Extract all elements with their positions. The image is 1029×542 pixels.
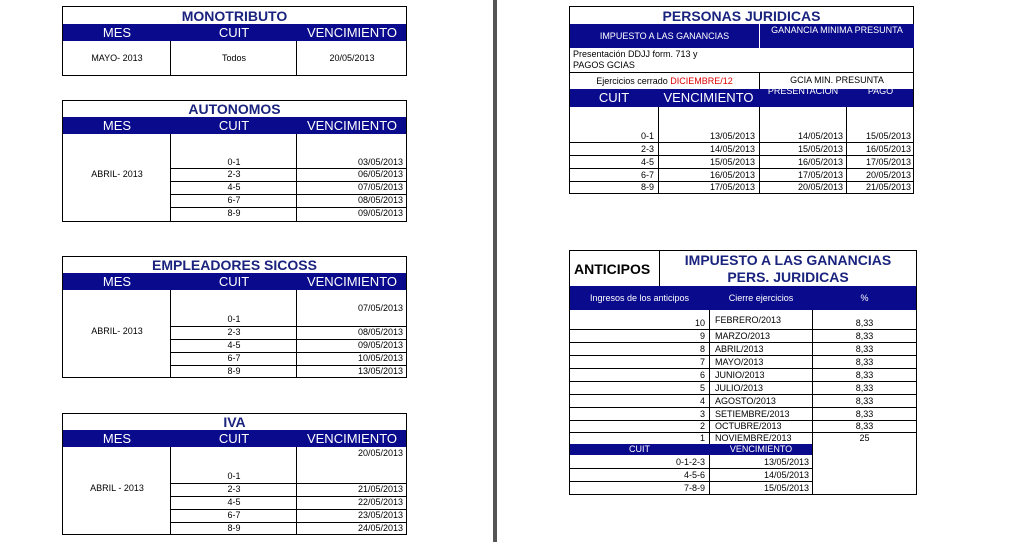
- table-row-cierre: NOVIEMBRE/2013: [715, 433, 792, 443]
- header-cierre: Cierre ejercicios: [728, 293, 794, 303]
- iva-mes: ABRIL - 2013: [90, 483, 144, 493]
- autonomos-mes: ABRIL- 2013: [91, 169, 143, 179]
- table-row-venc: 21/05/2013: [357, 484, 403, 494]
- table-row-pct: 8,33: [855, 331, 874, 341]
- table-row-cierre: OCTUBRE/2013: [715, 421, 782, 431]
- table-row-venc: 15/05/2013: [709, 157, 755, 167]
- table-row-cuit: 6-7: [227, 353, 241, 363]
- table-row-pct: 25: [859, 433, 870, 443]
- header-vencimiento: VENCIMIENTO: [306, 118, 398, 133]
- table-row-pago: 17/05/2013: [865, 157, 911, 167]
- table-row-cierre: MAYO/2013: [715, 357, 764, 367]
- gcia-min-label: GCIA MIN. PRESUNTA: [790, 75, 884, 85]
- table-row-cuit: 6-7: [227, 510, 241, 520]
- table-row-venc: 14/05/2013: [709, 144, 755, 154]
- table-row-venc: 16/05/2013: [709, 170, 755, 180]
- table-row-pago: 20/05/2013: [865, 170, 911, 180]
- table-row-pres: 17/05/2013: [797, 170, 843, 180]
- table-row-pct: 8,33: [855, 421, 874, 431]
- table-row-venc: 03/05/2013: [357, 157, 403, 167]
- table-row-pct: 8,33: [855, 357, 874, 367]
- monotributo-mes: MAYO- 2013: [91, 53, 143, 63]
- ejercicios-cerrado: [570, 76, 759, 87]
- table-row-cuit: 8-9: [640, 182, 654, 192]
- table-row-pres: 16/05/2013: [797, 157, 843, 167]
- autonomos-title: AUTONOMOS: [188, 101, 281, 117]
- table-row-cierre: FEBRERO/2013: [715, 315, 782, 325]
- sub-header-cuit: CUIT: [629, 444, 650, 454]
- table-row-venc: 24/05/2013: [357, 523, 403, 533]
- autonomos-table: [62, 100, 407, 222]
- monotributo-header: [63, 24, 406, 41]
- table-row-n: 2: [699, 421, 705, 431]
- table-row-n: 7: [699, 357, 705, 367]
- table-row-venc: 23/05/2013: [357, 510, 403, 520]
- table-row-cuit: 4-5: [227, 340, 241, 350]
- anticipos-title-line1: IMPUESTO A LAS GANANCIAS: [684, 252, 892, 268]
- table-row-pct: 8,33: [855, 409, 874, 419]
- anticipos-label: ANTICIPOS: [574, 261, 651, 277]
- header-mes: MES: [102, 431, 132, 446]
- table-row-venc: 07/05/2013: [357, 303, 403, 313]
- sicoss-title: EMPLEADORES SICOSS: [152, 257, 317, 273]
- table-row-pres: 15/05/2013: [797, 144, 843, 154]
- table-row-pago: 21/05/2013: [865, 182, 911, 192]
- iva-table: [62, 413, 407, 535]
- table-row-venc: 10/05/2013: [357, 353, 403, 363]
- table-row-venc: 13/05/2013: [709, 131, 755, 141]
- presentacion-line1: Presentación DDJJ form. 713 y: [573, 49, 698, 59]
- presentacion-line2: PAGOS GCIAS: [573, 60, 635, 70]
- table-row-cuit: 8-9: [227, 208, 241, 218]
- table-row-n: 8: [699, 344, 705, 354]
- table-row-cuit: 4-5: [227, 182, 241, 192]
- table-row-n: 5: [699, 383, 705, 393]
- ganancia-minima-label: GANANCIA MINIMA PRESUNTA: [771, 25, 903, 35]
- table-row-pct: 8,33: [855, 383, 874, 393]
- table-row-cierre: JUNIO/2013: [715, 370, 765, 380]
- table-row-pago: 15/05/2013: [865, 131, 911, 141]
- iva-header: [63, 430, 406, 447]
- header-vencimiento: VENCIMIENTO: [306, 274, 398, 289]
- table-row-pct: 8,33: [855, 344, 874, 354]
- ejercicios-mes: DICIEMBRE/12: [670, 76, 733, 86]
- ejercicios-prefix: Ejercicios cerrado: [596, 76, 668, 86]
- header-mes: MES: [102, 274, 132, 289]
- table-row-venc: 14/05/2013: [763, 470, 809, 480]
- table-row-pct: 8,33: [855, 318, 874, 328]
- table-row-n: 6: [699, 370, 705, 380]
- header-pago: PAGO: [867, 86, 894, 96]
- header-cuit: CUIT: [598, 90, 630, 105]
- table-row-cierre: JULIO/2013: [715, 383, 764, 393]
- header-mes: MES: [102, 25, 132, 40]
- table-row-cuit: 2-3: [640, 144, 654, 154]
- table-row-venc: 20/05/2013: [357, 448, 403, 458]
- monotributo-title: MONOTRIBUTO: [181, 8, 288, 24]
- monotributo-vencimiento: 20/05/2013: [329, 53, 375, 63]
- juridicas-title: PERSONAS JURIDICAS: [662, 8, 821, 24]
- table-row-cierre: SETIEMBRE/2013: [715, 409, 790, 419]
- table-row-cuit: 4-5: [640, 157, 654, 167]
- table-row-n: 9: [699, 331, 705, 341]
- header-vencimiento: VENCIMIENTO: [306, 25, 398, 40]
- juridicas-table: [569, 6, 914, 194]
- table-row-cuit: 4-5: [227, 497, 241, 507]
- table-row-venc: 17/05/2013: [709, 182, 755, 192]
- table-row-pct: 8,33: [855, 396, 874, 406]
- header-cuit: CUIT: [218, 118, 250, 133]
- impuesto-ganancias-label: IMPUESTO A LAS GANANCIAS: [599, 31, 730, 41]
- header-pct: %: [860, 293, 869, 303]
- header-mes: MES: [102, 118, 132, 133]
- header-vencimiento: VENCIMIENTO: [306, 431, 398, 446]
- table-row-cuit: 8-9: [227, 366, 241, 376]
- table-row-cuit: 8-9: [227, 523, 241, 533]
- table-row-n: 1: [699, 433, 705, 443]
- table-row-cuit: 2-3: [227, 327, 241, 337]
- table-row-pres: 14/05/2013: [797, 131, 843, 141]
- header-cuit: CUIT: [218, 274, 250, 289]
- table-row-cuit: 2-3: [227, 484, 241, 494]
- monotributo-table: [62, 6, 407, 76]
- table-row-venc: 13/05/2013: [763, 457, 809, 467]
- table-row-venc: 09/05/2013: [357, 340, 403, 350]
- table-row-venc: 06/05/2013: [357, 169, 403, 179]
- table-row-cuit: 0-1: [227, 314, 241, 324]
- table-row-venc: 09/05/2013: [357, 208, 403, 218]
- table-row-cuit: 0-1: [227, 471, 241, 481]
- header-presentacion: PRESENTACION: [767, 86, 839, 96]
- table-row-n: 3: [699, 409, 705, 419]
- table-row-cuit: 2-3: [227, 169, 241, 179]
- table-row-venc: 07/05/2013: [357, 182, 403, 192]
- table-row-pct: 8,33: [855, 370, 874, 380]
- anticipos-title-line2: PERS. JURIDICAS: [727, 269, 849, 285]
- table-row-n: 4: [699, 396, 705, 406]
- table-row-cuit: 0-1-2-3: [675, 457, 705, 467]
- sub-header-vencimiento: VENCIMIENTO: [729, 444, 793, 454]
- table-row-pres: 20/05/2013: [797, 182, 843, 192]
- sicoss-table: [62, 256, 407, 378]
- table-row-cierre: AGOSTO/2013: [715, 396, 776, 406]
- table-row-cuit: 0-1: [227, 157, 241, 167]
- table-row-venc: 22/05/2013: [357, 497, 403, 507]
- page-divider: [493, 0, 497, 542]
- table-row-venc: 08/05/2013: [357, 327, 403, 337]
- sicoss-header: [63, 273, 406, 290]
- table-row-cuit: 6-7: [227, 195, 241, 205]
- monotributo-cuit: Todos: [221, 53, 247, 63]
- header-vencimiento: VENCIMIENTO: [663, 90, 754, 105]
- table-row-n: 10: [694, 318, 705, 328]
- header-cuit: CUIT: [218, 25, 250, 40]
- header-ingresos: Ingresos de los anticipos: [589, 293, 690, 303]
- table-row-cuit: 6-7: [640, 170, 654, 180]
- sicoss-mes: ABRIL- 2013: [91, 326, 143, 336]
- table-row-cuit: 4-5-6: [683, 470, 705, 480]
- table-row-cuit: 0-1: [640, 131, 654, 141]
- table-row-cierre: MARZO/2013: [715, 331, 771, 341]
- table-row-venc: 13/05/2013: [357, 366, 403, 376]
- table-row-cierre: ABRIL/2013: [715, 344, 764, 354]
- header-cuit: CUIT: [218, 431, 250, 446]
- iva-title: IVA: [223, 414, 246, 430]
- autonomos-header: [63, 117, 406, 134]
- table-row-pago: 16/05/2013: [865, 144, 911, 154]
- table-row-venc: 08/05/2013: [357, 195, 403, 205]
- anticipos-table: [569, 250, 917, 495]
- table-row-venc: 15/05/2013: [763, 483, 809, 493]
- table-row-cuit: 7-8-9: [683, 483, 705, 493]
